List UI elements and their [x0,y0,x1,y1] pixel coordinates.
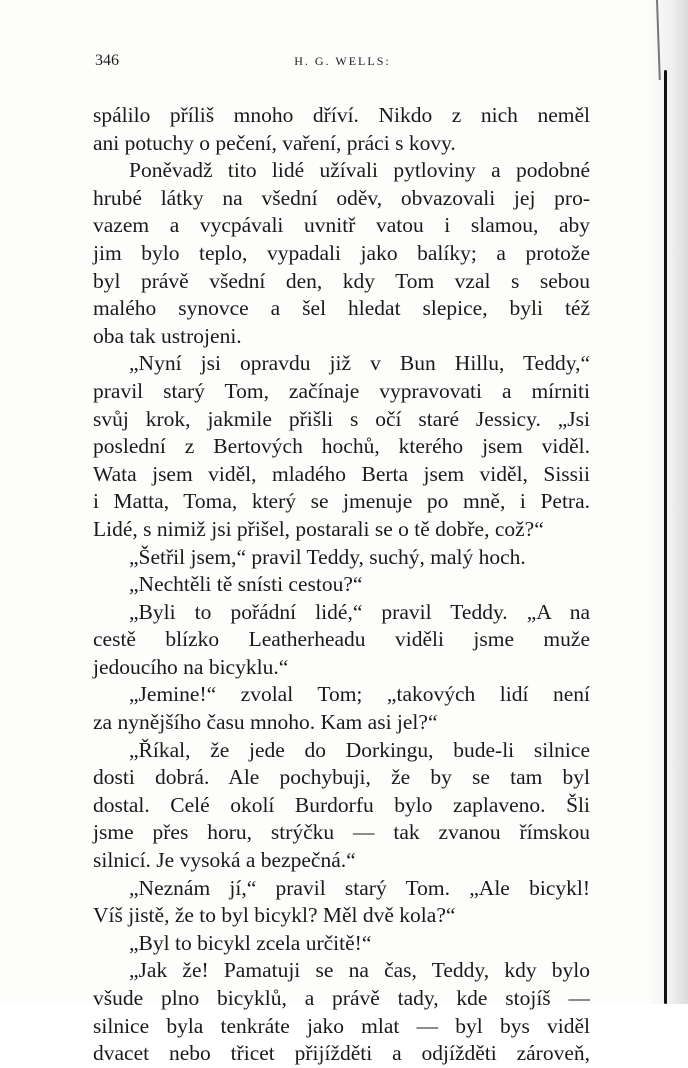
text-line: „Byli to pořádní lidé,“ pravil Teddy. „A na [129,599,590,624]
text-line: Poněvadž tito lidé užívali pytloviny a podobné [129,158,590,183]
page-number: 346 [95,52,119,69]
text-line: dostal. Celé okolí Burdorfu bylo zaplaveno. Šli [93,792,590,817]
text-line: ani potuchy o pečení, vaření, práci s kovy. [93,130,456,155]
text-line: oba tak ustrojeni. [93,323,242,348]
text-line: „Říkal, že jede do Dorkingu, bude-li silnice [129,737,590,762]
page-header [95,52,590,76]
text-line: dosti dobrá. Ale pochybuji, že by se tam byl [93,765,590,790]
text-line: poslední z Bertových hochů, kterého jsem viděl. [93,434,590,459]
text-line: „Jak že! Pamatuji se na čas, Teddy, kdy bylo [129,958,590,983]
text-line: „Šetřil jsem,“ pravil Teddy, suchý, malý hoch. [129,544,526,569]
text-line: „Nechtěli tě snísti cestou?“ [129,572,363,597]
text-line: Lidé, s nimiž jsi přišel, postarali se o tě dobře, což?“ [93,516,544,541]
text-line: dvacet nebo třicet přijížděti a odjížděti zároveň, [93,1041,590,1066]
text-line: malého synovce a šel hledat slepice, byli též [93,296,590,321]
text-line: Wata jsem viděl, mladého Berta jsem viděl, Sissii [93,461,590,486]
binding-shadow [648,0,688,1004]
text-line: jedoucího na bicyklu.“ [93,654,289,679]
text-line: hrubé látky na všední oděv, obvazovali jej pro- [93,185,590,210]
text-line: i Matta, Toma, který se jmenuje po mně, i Petra. [93,489,590,514]
text-line: byl právě všední den, kdy Tom vzal s sebou [93,268,590,293]
text-line: za nynějšího času mnoho. Kam asi jel?“ [93,710,438,735]
text-line: „Neznám jí,“ pravil starý Tom. „Ale bicykl! [129,875,590,900]
text-line: silnice byla tenkráte jako mlat — byl bys viděl [93,1013,590,1038]
book-spine-edge [664,70,667,1004]
text-line: vazem a vycpávali uvnitř vatou i slamou, aby [93,213,590,238]
text-line: jsme přes horu, strýčku — tak zvanou římskou [93,820,590,845]
text-line: silnicí. Je vysoká a bezpečná.“ [93,848,356,873]
text-line: jim bylo teplo, vypadali jako balíky; a protože [93,240,590,265]
text-line: cestě blízko Leatherheadu viděli jsme muže [93,627,590,652]
text-line: Víš jistě, že to byl bicykl? Měl dvě kola?“ [93,903,456,928]
text-line: pravil starý Tom, začínaje vypravovati a mírniti [93,378,590,403]
text-line: spálilo příliš mnoho dříví. Nikdo z nich neměl [93,103,590,127]
text-line: „Byl to bicykl zcela určitě!“ [129,930,372,955]
text-line: svůj krok, jakmile přišli s očí staré Jessicy. „Jsi [93,406,590,431]
text-line: „Nyní jsi opravdu již v Bun Hillu, Teddy,“ [129,351,590,376]
body-text [93,102,590,1068]
running-head: H. G. WELLS: [294,54,391,68]
text-line: všude plno bicyklů, a právě tady, kde stojíš — [93,986,590,1010]
text-line: „Jemine!“ zvolal Tom; „takových lidí není [129,682,590,707]
